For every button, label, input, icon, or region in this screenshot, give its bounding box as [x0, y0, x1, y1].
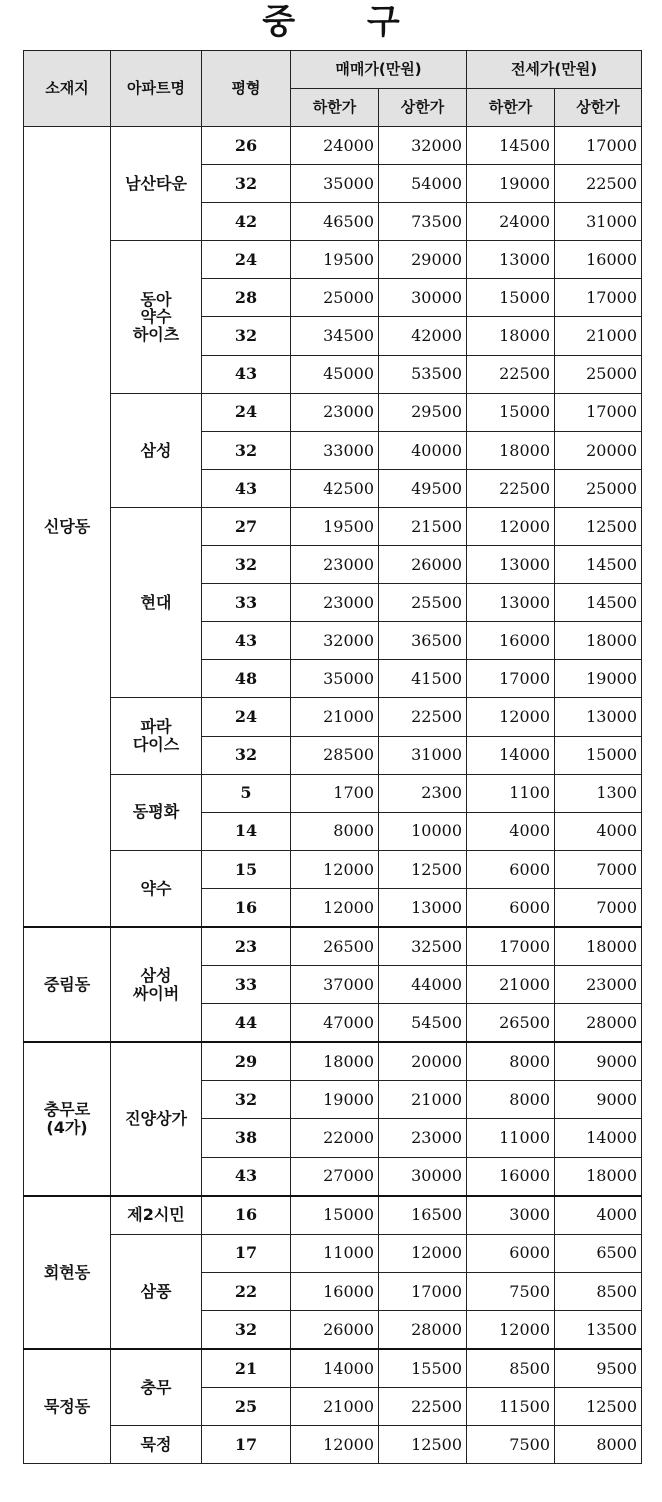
sale-low-cell: 46500 — [291, 203, 379, 241]
lease-high-cell: 18000 — [555, 927, 642, 966]
lease-low-cell: 16000 — [467, 1157, 555, 1196]
sale-high-cell: 20000 — [379, 1042, 467, 1081]
sale-high-cell: 23000 — [379, 1119, 467, 1157]
header-lease-low: 하한가 — [467, 89, 555, 127]
lease-low-cell: 13000 — [467, 584, 555, 622]
lease-high-cell: 16000 — [555, 241, 642, 279]
sale-high-cell: 29500 — [379, 393, 467, 431]
lease-high-cell: 7000 — [555, 850, 642, 888]
sale-high-cell: 54500 — [379, 1004, 467, 1043]
size-cell: 32 — [202, 317, 291, 355]
table-row — [24, 1234, 642, 1272]
size-cell: 33 — [202, 966, 291, 1004]
size-cell: 43 — [202, 355, 291, 393]
size-cell: 14 — [202, 812, 291, 850]
lease-low-cell: 1100 — [467, 774, 555, 812]
lease-high-cell: 18000 — [555, 1157, 642, 1196]
lease-high-cell: 9000 — [555, 1042, 642, 1081]
sale-low-cell: 12000 — [291, 850, 379, 888]
lease-low-cell: 12000 — [467, 698, 555, 736]
sale-low-cell: 8000 — [291, 812, 379, 850]
lease-low-cell: 7500 — [467, 1426, 555, 1464]
size-cell: 32 — [202, 165, 291, 203]
lease-low-cell: 12000 — [467, 1310, 555, 1349]
size-cell: 5 — [202, 774, 291, 812]
lease-high-cell: 13000 — [555, 698, 642, 736]
sale-high-cell: 30000 — [379, 279, 467, 317]
location-cell: 회현동 — [24, 1196, 111, 1349]
lease-high-cell: 17000 — [555, 279, 642, 317]
header-lease-high: 상한가 — [555, 89, 642, 127]
lease-high-cell: 6500 — [555, 1234, 642, 1272]
sale-low-cell: 16000 — [291, 1272, 379, 1310]
lease-high-cell: 22500 — [555, 165, 642, 203]
apartment-cell: 동아 약수 하이츠 — [111, 241, 202, 393]
sale-high-cell: 30000 — [379, 1157, 467, 1196]
size-cell: 43 — [202, 1157, 291, 1196]
lease-high-cell: 14500 — [555, 584, 642, 622]
sale-low-cell: 11000 — [291, 1234, 379, 1272]
apartment-cell: 약수 — [111, 850, 202, 927]
lease-low-cell: 13000 — [467, 241, 555, 279]
lease-low-cell: 16000 — [467, 622, 555, 660]
header-sale-price: 매매가(만원) — [291, 51, 467, 89]
lease-low-cell: 11000 — [467, 1119, 555, 1157]
lease-high-cell: 14000 — [555, 1119, 642, 1157]
sale-high-cell: 10000 — [379, 812, 467, 850]
lease-low-cell: 24000 — [467, 203, 555, 241]
lease-high-cell: 17000 — [555, 127, 642, 165]
table-row — [24, 1042, 642, 1081]
lease-low-cell: 15000 — [467, 279, 555, 317]
lease-high-cell: 8000 — [555, 1426, 642, 1464]
sale-low-cell: 32000 — [291, 622, 379, 660]
sale-high-cell: 53500 — [379, 355, 467, 393]
sale-high-cell: 21000 — [379, 1081, 467, 1119]
apartment-price-table — [23, 50, 642, 1464]
sale-low-cell: 22000 — [291, 1119, 379, 1157]
sale-low-cell: 14000 — [291, 1349, 379, 1388]
apartment-cell: 삼성 싸이버 — [111, 927, 202, 1042]
table-row — [24, 774, 642, 812]
lease-high-cell: 8500 — [555, 1272, 642, 1310]
lease-low-cell: 22500 — [467, 469, 555, 507]
size-cell: 27 — [202, 507, 291, 545]
lease-high-cell: 25000 — [555, 469, 642, 507]
apartment-cell: 남산타운 — [111, 127, 202, 241]
sale-high-cell: 12500 — [379, 850, 467, 888]
table-row — [24, 1196, 642, 1235]
size-cell: 33 — [202, 584, 291, 622]
lease-high-cell: 19000 — [555, 660, 642, 698]
lease-high-cell: 14500 — [555, 546, 642, 584]
sale-low-cell: 26500 — [291, 927, 379, 966]
lease-low-cell: 7500 — [467, 1272, 555, 1310]
table-row — [24, 1426, 642, 1464]
apartment-cell: 묵정 — [111, 1426, 202, 1464]
size-cell: 17 — [202, 1234, 291, 1272]
apartment-cell: 삼풍 — [111, 1234, 202, 1349]
lease-high-cell: 1300 — [555, 774, 642, 812]
sale-low-cell: 42500 — [291, 469, 379, 507]
location-cell: 충무로 (4가) — [24, 1042, 111, 1195]
sale-low-cell: 1700 — [291, 774, 379, 812]
sale-low-cell: 23000 — [291, 546, 379, 584]
lease-low-cell: 26500 — [467, 1004, 555, 1043]
lease-low-cell: 8500 — [467, 1349, 555, 1388]
location-cell: 신당동 — [24, 127, 111, 927]
table-row — [24, 698, 642, 736]
sale-low-cell: 27000 — [291, 1157, 379, 1196]
size-cell: 22 — [202, 1272, 291, 1310]
sale-low-cell: 15000 — [291, 1196, 379, 1235]
sale-low-cell: 37000 — [291, 966, 379, 1004]
size-cell: 25 — [202, 1388, 291, 1426]
sale-high-cell: 73500 — [379, 203, 467, 241]
lease-high-cell: 28000 — [555, 1004, 642, 1043]
sale-low-cell: 23000 — [291, 584, 379, 622]
size-cell: 32 — [202, 1310, 291, 1349]
sale-high-cell: 42000 — [379, 317, 467, 355]
size-cell: 29 — [202, 1042, 291, 1081]
table-row — [24, 850, 642, 888]
lease-low-cell: 14500 — [467, 127, 555, 165]
sale-high-cell: 21500 — [379, 507, 467, 545]
apartment-cell: 동평화 — [111, 774, 202, 850]
sale-low-cell: 26000 — [291, 1310, 379, 1349]
lease-low-cell: 8000 — [467, 1042, 555, 1081]
lease-high-cell: 7000 — [555, 888, 642, 927]
size-cell: 28 — [202, 279, 291, 317]
sale-high-cell: 29000 — [379, 241, 467, 279]
header-sale-low: 하한가 — [291, 89, 379, 127]
size-cell: 17 — [202, 1426, 291, 1464]
sale-high-cell: 22500 — [379, 1388, 467, 1426]
header-sale-high: 상한가 — [379, 89, 467, 127]
sale-low-cell: 24000 — [291, 127, 379, 165]
lease-low-cell: 6000 — [467, 850, 555, 888]
size-cell: 42 — [202, 203, 291, 241]
lease-low-cell: 6000 — [467, 1234, 555, 1272]
sale-low-cell: 19000 — [291, 1081, 379, 1119]
sale-high-cell: 17000 — [379, 1272, 467, 1310]
sale-high-cell: 41500 — [379, 660, 467, 698]
lease-high-cell: 31000 — [555, 203, 642, 241]
sale-low-cell: 12000 — [291, 888, 379, 927]
size-cell: 21 — [202, 1349, 291, 1388]
sale-low-cell: 19500 — [291, 507, 379, 545]
lease-high-cell: 23000 — [555, 966, 642, 1004]
lease-low-cell: 19000 — [467, 165, 555, 203]
size-cell: 32 — [202, 431, 291, 469]
sale-high-cell: 44000 — [379, 966, 467, 1004]
lease-high-cell: 9000 — [555, 1081, 642, 1119]
lease-high-cell: 21000 — [555, 317, 642, 355]
lease-high-cell: 4000 — [555, 812, 642, 850]
sale-high-cell: 26000 — [379, 546, 467, 584]
page-title: 중 구 — [262, 2, 430, 42]
lease-high-cell: 18000 — [555, 622, 642, 660]
lease-low-cell: 8000 — [467, 1081, 555, 1119]
table-row — [24, 127, 642, 165]
sale-high-cell: 13000 — [379, 888, 467, 927]
size-cell: 44 — [202, 1004, 291, 1043]
lease-low-cell: 18000 — [467, 431, 555, 469]
lease-low-cell: 18000 — [467, 317, 555, 355]
apartment-cell: 제2시민 — [111, 1196, 202, 1235]
sale-low-cell: 28500 — [291, 736, 379, 774]
sale-low-cell: 47000 — [291, 1004, 379, 1043]
apartment-cell: 현대 — [111, 507, 202, 697]
sale-low-cell: 25000 — [291, 279, 379, 317]
lease-low-cell: 21000 — [467, 966, 555, 1004]
lease-low-cell: 4000 — [467, 812, 555, 850]
lease-high-cell: 15000 — [555, 736, 642, 774]
lease-low-cell: 13000 — [467, 546, 555, 584]
sale-high-cell: 12000 — [379, 1234, 467, 1272]
size-cell: 15 — [202, 850, 291, 888]
size-cell: 32 — [202, 546, 291, 584]
sale-high-cell: 32500 — [379, 927, 467, 966]
size-cell: 32 — [202, 736, 291, 774]
table-header — [24, 51, 642, 127]
sale-high-cell: 25500 — [379, 584, 467, 622]
size-cell: 23 — [202, 927, 291, 966]
lease-high-cell: 12500 — [555, 1388, 642, 1426]
lease-high-cell: 13500 — [555, 1310, 642, 1349]
apartment-cell: 충무 — [111, 1349, 202, 1426]
sale-low-cell: 19500 — [291, 241, 379, 279]
table-row — [24, 927, 642, 966]
sale-low-cell: 12000 — [291, 1426, 379, 1464]
location-cell: 묵정동 — [24, 1349, 111, 1464]
sale-high-cell: 54000 — [379, 165, 467, 203]
header-size: 평형 — [202, 51, 291, 127]
apartment-cell: 파라 다이스 — [111, 698, 202, 774]
sale-low-cell: 35000 — [291, 660, 379, 698]
sale-high-cell: 49500 — [379, 469, 467, 507]
table-row — [24, 241, 642, 279]
location-cell: 중림동 — [24, 927, 111, 1042]
sale-low-cell: 45000 — [291, 355, 379, 393]
size-cell: 24 — [202, 393, 291, 431]
lease-low-cell: 17000 — [467, 660, 555, 698]
lease-low-cell: 3000 — [467, 1196, 555, 1235]
lease-low-cell: 14000 — [467, 736, 555, 774]
size-cell: 32 — [202, 1081, 291, 1119]
size-cell: 24 — [202, 241, 291, 279]
header-location: 소재지 — [24, 51, 111, 127]
size-cell: 43 — [202, 622, 291, 660]
apartment-cell: 진양상가 — [111, 1042, 202, 1195]
sale-low-cell: 18000 — [291, 1042, 379, 1081]
sale-high-cell: 22500 — [379, 698, 467, 736]
table-row — [24, 507, 642, 545]
lease-high-cell: 25000 — [555, 355, 642, 393]
sale-high-cell: 36500 — [379, 622, 467, 660]
sale-high-cell: 31000 — [379, 736, 467, 774]
apartment-cell: 삼성 — [111, 393, 202, 507]
lease-high-cell: 17000 — [555, 393, 642, 431]
sale-high-cell: 40000 — [379, 431, 467, 469]
sale-high-cell: 28000 — [379, 1310, 467, 1349]
sale-low-cell: 21000 — [291, 698, 379, 736]
sale-low-cell: 23000 — [291, 393, 379, 431]
sale-high-cell: 16500 — [379, 1196, 467, 1235]
lease-low-cell: 12000 — [467, 507, 555, 545]
lease-low-cell: 6000 — [467, 888, 555, 927]
size-cell: 24 — [202, 698, 291, 736]
sale-high-cell: 15500 — [379, 1349, 467, 1388]
size-cell: 38 — [202, 1119, 291, 1157]
sale-high-cell: 32000 — [379, 127, 467, 165]
lease-low-cell: 17000 — [467, 927, 555, 966]
sale-low-cell: 35000 — [291, 165, 379, 203]
lease-low-cell: 22500 — [467, 355, 555, 393]
sale-low-cell: 34500 — [291, 317, 379, 355]
size-cell: 26 — [202, 127, 291, 165]
sale-high-cell: 12500 — [379, 1426, 467, 1464]
sale-high-cell: 2300 — [379, 774, 467, 812]
size-cell: 16 — [202, 888, 291, 927]
lease-high-cell: 12500 — [555, 507, 642, 545]
lease-high-cell: 4000 — [555, 1196, 642, 1235]
header-lease-price: 전세가(만원) — [467, 51, 642, 89]
table-row — [24, 393, 642, 431]
lease-high-cell: 9500 — [555, 1349, 642, 1388]
sale-low-cell: 33000 — [291, 431, 379, 469]
size-cell: 43 — [202, 469, 291, 507]
header-apartment: 아파트명 — [111, 51, 202, 127]
lease-high-cell: 20000 — [555, 431, 642, 469]
size-cell: 48 — [202, 660, 291, 698]
size-cell: 16 — [202, 1196, 291, 1235]
table-body — [24, 127, 642, 1464]
table-row — [24, 1349, 642, 1388]
lease-low-cell: 11500 — [467, 1388, 555, 1426]
sale-low-cell: 21000 — [291, 1388, 379, 1426]
lease-low-cell: 15000 — [467, 393, 555, 431]
